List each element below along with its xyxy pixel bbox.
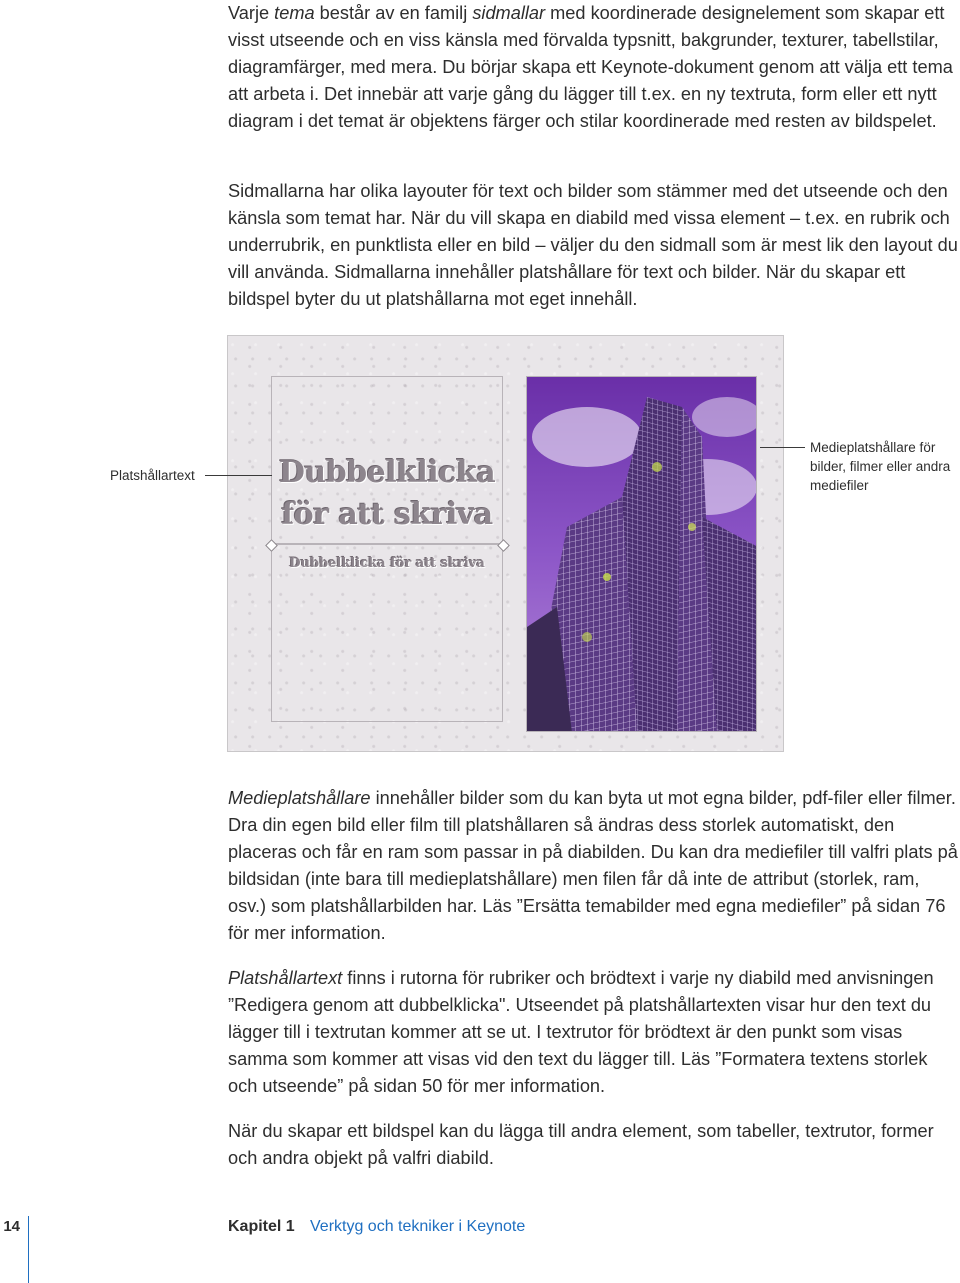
placeholder-title-text: Dubbelklicka för att skriva bbox=[278, 455, 496, 532]
chapter-label: Kapitel 1 bbox=[228, 1218, 295, 1235]
term-sidmallar: sidmallar bbox=[472, 3, 546, 23]
term-platshallartext: Platshållartext bbox=[228, 968, 343, 988]
callout-leader-line bbox=[760, 447, 805, 448]
chapter-title-link[interactable]: Verktyg och tekniker i Keynote bbox=[310, 1218, 526, 1235]
other-elements-paragraph: När du skapar ett bildspel kan du lägga till andra element, som tabeller, textrutor, former och andra objekt på valfri diabild. bbox=[228, 1121, 934, 1168]
skyscraper-image bbox=[527, 377, 757, 732]
callout-media-placeholder: Medieplatshållare för bilder, filmer eller andra mediefiler bbox=[810, 440, 951, 493]
intro-paragraph: Varje tema består av en familj sidmallar med koordinerade designelement som skapar ett visst utseende och en viss känsla med förvalda typsnitt, bakgrunder, texturer, tabellstilar, diagramfärger, med mera. Du börjar skapa ett Keynote-dokument genom att välja ett tema att arbeta i. Det innebär att varje gång du lägger till t.ex. en ny textruta, form eller ett nytt diagram i det temat är objektens färger och stilar koordinerade med resten av bildspelet. bbox=[228, 3, 953, 131]
term-tema: tema bbox=[274, 3, 315, 23]
placeholder-text-paragraph: Platshållartext finns i rutorna för rubriker och brödtext i varje ny diabild med anvisningen ”Redigera genom att dubbelklicka". Utseendet på platshållartexten visar hur den text du lägger till i textrutan kommer att se ut. I textrutor för brödtext är den punkt som visas samma som kommer att visas vid den text du lägger till. Läs ”Formatera textens storlek och utseende” på sidan 50 för mer information. bbox=[228, 968, 934, 1096]
master-slides-paragraph: Sidmallarna har olika layouter för text och bilder som stämmer med det utseende och den känsla som temat har. När du vill skapa en diabild med vissa element – t.ex. en rubrik och underrubrik, en punktlista eller en bild – väljer du den sidmall som är mest lik den layout du vill använda. Sidmallarna innehåller platshållare för text och bilder. När du skapar ett bildspel byter du ut platshållarna mot eget innehåll. bbox=[228, 181, 958, 309]
placeholder-body-text: Dubbelklicka för att skriva bbox=[289, 556, 485, 571]
callout-placeholder-text: Platshållartext bbox=[110, 468, 195, 483]
media-placeholder bbox=[526, 376, 757, 732]
footer-divider bbox=[28, 1216, 29, 1283]
media-placeholder-paragraph: Medieplatshållare innehåller bilder som du kan byta ut mot egna bilder, pdf-filer eller filmer. Dra din egen bild eller film till platshållaren så ändras dess storlek automatiskt, den placeras och får en ram som passar in på diabilden. Du kan dra mediefiler till valfri plats på bildsidan (inte bara till medieplatshållare) men filen får då inte de attribut (storlek, ram, osv.) som platshållarbilden har. Läs ”Ersätta temabilder med egna mediefiler” på sidan 76 för mer information. bbox=[228, 788, 958, 943]
term-medieplatshallare: Medieplatshållare bbox=[228, 788, 371, 808]
callout-leader-line bbox=[205, 475, 272, 476]
page-number: 14 bbox=[3, 1218, 20, 1235]
slide-figure bbox=[227, 335, 784, 752]
